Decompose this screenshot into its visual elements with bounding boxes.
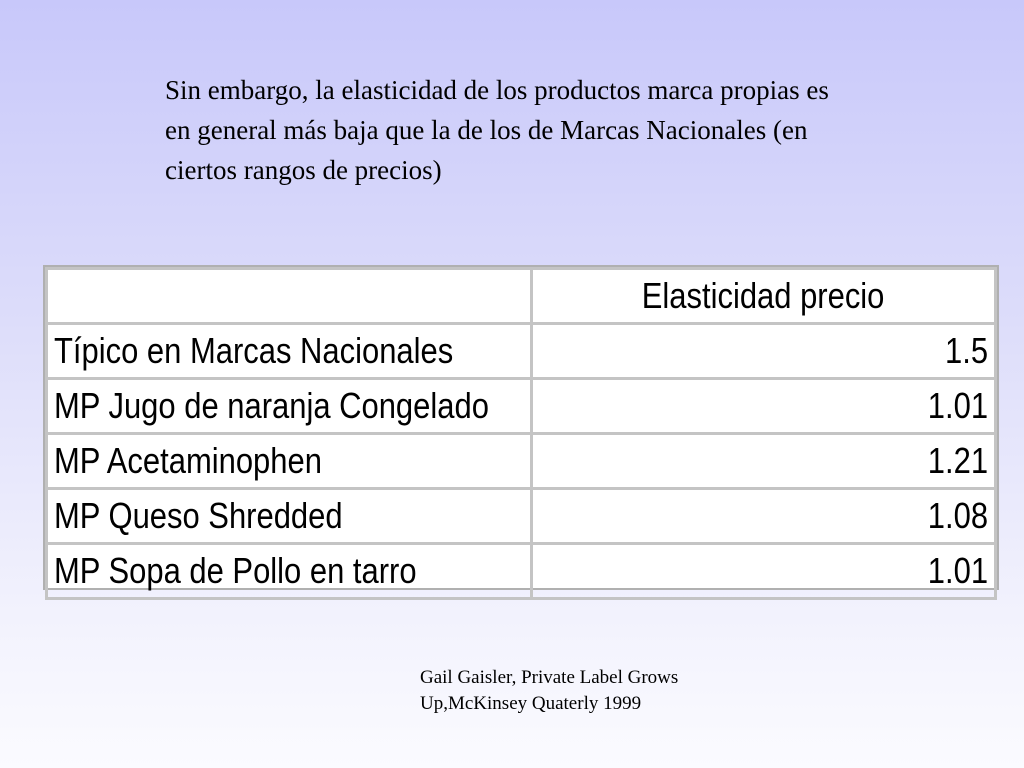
table-header-row — [47, 269, 996, 324]
row-label-cell — [47, 324, 532, 379]
row-label: MP Sopa de Pollo en tarro — [54, 550, 417, 591]
intro-line: ciertos rangos de precios) — [165, 155, 442, 185]
row-label: MP Acetaminophen — [54, 440, 322, 481]
row-value-cell — [532, 489, 996, 544]
table-row — [47, 379, 996, 434]
row-value: 1.5 — [944, 330, 988, 371]
table-row — [47, 489, 996, 544]
row-value-cell — [532, 379, 996, 434]
header-label-cell — [47, 269, 532, 324]
row-value: 1.08 — [927, 495, 988, 536]
row-label: Típico en Marcas Nacionales — [54, 330, 454, 371]
row-value-cell — [532, 544, 996, 599]
table-row — [47, 324, 996, 379]
elasticity-table-grid — [45, 267, 997, 600]
intro-text — [165, 70, 1015, 190]
source-line: Gail Gaisler, Private Label Grows — [420, 667, 679, 688]
header-value-cell — [532, 269, 996, 324]
row-value: 1.21 — [927, 440, 988, 481]
row-value-cell — [532, 324, 996, 379]
table-row — [47, 544, 996, 599]
elasticity-table — [43, 265, 999, 590]
row-value-cell — [532, 434, 996, 489]
row-label-cell — [47, 434, 532, 489]
row-label-cell — [47, 379, 532, 434]
intro-line: Sin embargo, la elasticidad de los productos marca propias es — [165, 75, 829, 105]
row-label-cell — [47, 489, 532, 544]
row-value: 1.01 — [927, 550, 988, 591]
table-row — [47, 434, 996, 489]
row-label-cell — [47, 544, 532, 599]
row-label: MP Queso Shredded — [54, 495, 343, 536]
column-header-elasticity: Elasticidad precio — [642, 275, 885, 316]
intro-line: en general más baja que la de los de Marcas Nacionales (en — [165, 115, 808, 145]
source-line: Up,McKinsey Quaterly 1999 — [420, 693, 642, 714]
row-value: 1.01 — [927, 385, 988, 426]
source-citation — [420, 665, 760, 717]
row-label: MP Jugo de naranja Congelado — [54, 385, 489, 426]
